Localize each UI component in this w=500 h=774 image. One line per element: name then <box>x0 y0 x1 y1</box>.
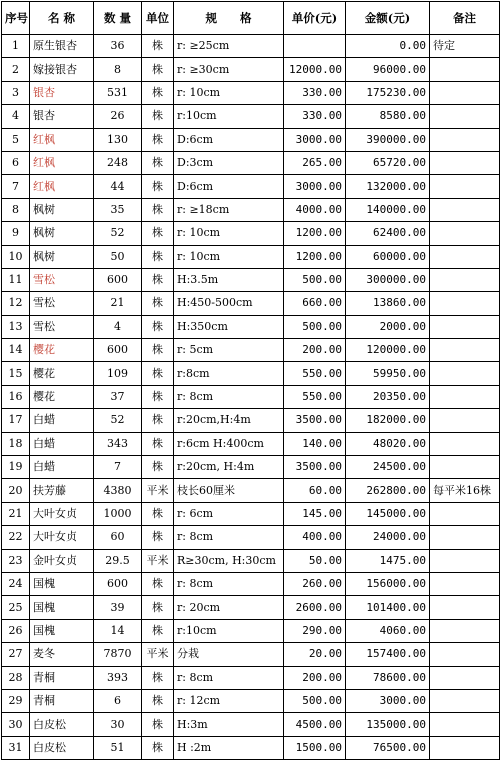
table-row <box>2 619 500 642</box>
cell-amount: 8580.00 <box>346 105 430 128</box>
cell-amount: 157400.00 <box>346 643 430 666</box>
cell-note <box>430 409 500 432</box>
cell-amount: 140000.00 <box>346 198 430 221</box>
cell-name: 白蜡 <box>30 432 94 455</box>
header-row <box>2 2 500 35</box>
cell-spec: r:10cm <box>174 105 284 128</box>
cell-price: 145.00 <box>284 502 346 525</box>
cell-spec: D:6cm <box>174 175 284 198</box>
cell-price: 3500.00 <box>284 409 346 432</box>
table-row <box>2 526 500 549</box>
cell-unit: 平米 <box>142 479 174 502</box>
cell-unit: 株 <box>142 292 174 315</box>
cell-price: 3500.00 <box>284 456 346 479</box>
cell-no: 3 <box>2 81 30 104</box>
cell-spec: r:6cm H:400cm <box>174 432 284 455</box>
header-spec: 规 格 <box>174 2 284 35</box>
cell-unit: 株 <box>142 736 174 759</box>
cell-qty: 8 <box>94 58 142 81</box>
table-row <box>2 175 500 198</box>
cell-price: 260.00 <box>284 572 346 595</box>
cell-name: 枫树 <box>30 245 94 268</box>
cell-price: 660.00 <box>284 292 346 315</box>
cell-qty: 6 <box>94 689 142 712</box>
cell-spec: r: 20cm <box>174 596 284 619</box>
table-row <box>2 666 500 689</box>
cell-no: 5 <box>2 128 30 151</box>
cell-no: 17 <box>2 409 30 432</box>
cell-no: 24 <box>2 572 30 595</box>
cell-note <box>430 268 500 291</box>
table-row <box>2 292 500 315</box>
cell-unit: 平米 <box>142 643 174 666</box>
cell-spec: H:350cm <box>174 315 284 338</box>
cell-no: 9 <box>2 222 30 245</box>
cell-note: 每平米16株 <box>430 479 500 502</box>
header-amount: 金额(元) <box>346 2 430 35</box>
cell-price: 200.00 <box>284 666 346 689</box>
cell-name: 嫁接银杏 <box>30 58 94 81</box>
table-row <box>2 549 500 572</box>
header-unit: 单位 <box>142 2 174 35</box>
cell-qty: 248 <box>94 151 142 174</box>
cell-spec: r:20cm,H:4m <box>174 409 284 432</box>
cell-spec: r: 5cm <box>174 339 284 362</box>
cell-note <box>430 245 500 268</box>
cell-name: 红枫 <box>30 128 94 151</box>
cell-note <box>430 105 500 128</box>
cell-spec: r: ≥25cm <box>174 35 284 58</box>
table-row <box>2 736 500 759</box>
table-row <box>2 35 500 58</box>
cell-note <box>430 456 500 479</box>
cell-note <box>430 222 500 245</box>
cell-amount: 2000.00 <box>346 315 430 338</box>
cell-qty: 52 <box>94 222 142 245</box>
cell-amount: 62400.00 <box>346 222 430 245</box>
cell-unit: 株 <box>142 666 174 689</box>
cell-unit: 株 <box>142 385 174 408</box>
cell-note <box>430 666 500 689</box>
cell-qty: 36 <box>94 35 142 58</box>
cell-spec: r: 6cm <box>174 502 284 525</box>
cell-note <box>430 362 500 385</box>
cell-name: 白皮松 <box>30 713 94 736</box>
cell-qty: 109 <box>94 362 142 385</box>
cell-note <box>430 339 500 362</box>
cell-unit: 株 <box>142 502 174 525</box>
cell-price: 500.00 <box>284 268 346 291</box>
cell-amount: 300000.00 <box>346 268 430 291</box>
cell-name: 大叶女贞 <box>30 526 94 549</box>
cell-name: 白蜡 <box>30 409 94 432</box>
cell-amount: 48020.00 <box>346 432 430 455</box>
cell-amount: 120000.00 <box>346 339 430 362</box>
cell-amount: 20350.00 <box>346 385 430 408</box>
cell-unit: 株 <box>142 175 174 198</box>
cell-amount: 182000.00 <box>346 409 430 432</box>
cell-name: 扶芳藤 <box>30 479 94 502</box>
cell-note <box>430 151 500 174</box>
cell-spec: r: 8cm <box>174 666 284 689</box>
cell-unit: 株 <box>142 689 174 712</box>
cell-note <box>430 619 500 642</box>
cell-amount: 4060.00 <box>346 619 430 642</box>
cell-note <box>430 713 500 736</box>
cell-unit: 株 <box>142 58 174 81</box>
cell-no: 15 <box>2 362 30 385</box>
cell-no: 1 <box>2 35 30 58</box>
cell-no: 14 <box>2 339 30 362</box>
cell-amount: 135000.00 <box>346 713 430 736</box>
cell-qty: 531 <box>94 81 142 104</box>
cell-qty: 393 <box>94 666 142 689</box>
cell-note <box>430 385 500 408</box>
cell-qty: 52 <box>94 409 142 432</box>
cell-note <box>430 643 500 666</box>
cell-no: 20 <box>2 479 30 502</box>
cell-spec: 枝长60厘米 <box>174 479 284 502</box>
cell-qty: 600 <box>94 339 142 362</box>
cell-name: 枫树 <box>30 222 94 245</box>
cell-qty: 1000 <box>94 502 142 525</box>
cell-amount: 3000.00 <box>346 689 430 712</box>
cell-no: 22 <box>2 526 30 549</box>
cell-qty: 29.5 <box>94 549 142 572</box>
cell-unit: 株 <box>142 81 174 104</box>
cell-spec: D:3cm <box>174 151 284 174</box>
cell-qty: 39 <box>94 596 142 619</box>
cell-spec: H:450-500cm <box>174 292 284 315</box>
cell-amount: 13860.00 <box>346 292 430 315</box>
cell-name: 雪松 <box>30 315 94 338</box>
cell-no: 16 <box>2 385 30 408</box>
cell-qty: 130 <box>94 128 142 151</box>
cell-unit: 株 <box>142 128 174 151</box>
cell-amount: 145000.00 <box>346 502 430 525</box>
cell-spec: r:8cm <box>174 362 284 385</box>
table-row <box>2 81 500 104</box>
cell-note <box>430 81 500 104</box>
cell-price: 1200.00 <box>284 245 346 268</box>
cell-note <box>430 292 500 315</box>
table-row <box>2 128 500 151</box>
table-row <box>2 339 500 362</box>
table-body <box>2 35 500 760</box>
cell-qty: 60 <box>94 526 142 549</box>
table-row <box>2 245 500 268</box>
cell-no: 29 <box>2 689 30 712</box>
table-row <box>2 151 500 174</box>
cell-price: 400.00 <box>284 526 346 549</box>
cell-no: 2 <box>2 58 30 81</box>
cell-spec: r: 12cm <box>174 689 284 712</box>
cell-qty: 30 <box>94 713 142 736</box>
cell-name: 原生银杏 <box>30 35 94 58</box>
cell-name: 国槐 <box>30 596 94 619</box>
cell-note <box>430 502 500 525</box>
table-row <box>2 689 500 712</box>
cell-no: 4 <box>2 105 30 128</box>
cell-unit: 株 <box>142 713 174 736</box>
cell-unit: 株 <box>142 315 174 338</box>
cell-note <box>430 432 500 455</box>
table-row <box>2 198 500 221</box>
cell-note <box>430 526 500 549</box>
cell-price: 500.00 <box>284 689 346 712</box>
cell-unit: 株 <box>142 432 174 455</box>
table-row <box>2 222 500 245</box>
cell-qty: 14 <box>94 619 142 642</box>
cell-unit: 株 <box>142 362 174 385</box>
header-qty: 数 量 <box>94 2 142 35</box>
cell-amount: 390000.00 <box>346 128 430 151</box>
cell-amount: 24000.00 <box>346 526 430 549</box>
price-table <box>1 1 500 760</box>
table-row <box>2 105 500 128</box>
cell-spec: r: 10cm <box>174 81 284 104</box>
cell-note <box>430 175 500 198</box>
table-row <box>2 315 500 338</box>
cell-price: 3000.00 <box>284 175 346 198</box>
cell-spec: H:3m <box>174 713 284 736</box>
cell-spec: H:3.5m <box>174 268 284 291</box>
cell-spec: r: 8cm <box>174 385 284 408</box>
cell-qty: 26 <box>94 105 142 128</box>
table-row <box>2 432 500 455</box>
cell-no: 6 <box>2 151 30 174</box>
cell-qty: 7 <box>94 456 142 479</box>
cell-amount: 132000.00 <box>346 175 430 198</box>
cell-unit: 株 <box>142 268 174 291</box>
cell-unit: 株 <box>142 572 174 595</box>
cell-amount: 78600.00 <box>346 666 430 689</box>
table-row <box>2 58 500 81</box>
cell-note <box>430 689 500 712</box>
cell-no: 28 <box>2 666 30 689</box>
cell-qty: 4 <box>94 315 142 338</box>
cell-no: 31 <box>2 736 30 759</box>
header-note: 备注 <box>430 2 500 35</box>
cell-amount: 101400.00 <box>346 596 430 619</box>
cell-spec: r: ≥18cm <box>174 198 284 221</box>
cell-spec: R≥30cm, H:30cm <box>174 549 284 572</box>
cell-no: 18 <box>2 432 30 455</box>
cell-spec: r:20cm, H:4m <box>174 456 284 479</box>
cell-amount: 96000.00 <box>346 58 430 81</box>
cell-price: 60.00 <box>284 479 346 502</box>
cell-spec: r: 8cm <box>174 526 284 549</box>
cell-price: 50.00 <box>284 549 346 572</box>
cell-qty: 37 <box>94 385 142 408</box>
cell-unit: 株 <box>142 526 174 549</box>
table-row <box>2 643 500 666</box>
cell-amount: 0.00 <box>346 35 430 58</box>
cell-amount: 59950.00 <box>346 362 430 385</box>
cell-price: 265.00 <box>284 151 346 174</box>
cell-price: 290.00 <box>284 619 346 642</box>
cell-no: 21 <box>2 502 30 525</box>
table-row <box>2 268 500 291</box>
cell-price: 20.00 <box>284 643 346 666</box>
cell-name: 银杏 <box>30 81 94 104</box>
cell-price: 2600.00 <box>284 596 346 619</box>
cell-note: 待定 <box>430 35 500 58</box>
cell-amount: 156000.00 <box>346 572 430 595</box>
cell-name: 麦冬 <box>30 643 94 666</box>
cell-unit: 株 <box>142 105 174 128</box>
cell-name: 红枫 <box>30 151 94 174</box>
cell-name: 樱花 <box>30 362 94 385</box>
cell-price: 3000.00 <box>284 128 346 151</box>
cell-price <box>284 35 346 58</box>
cell-amount: 262800.00 <box>346 479 430 502</box>
cell-note <box>430 198 500 221</box>
cell-price: 4000.00 <box>284 198 346 221</box>
cell-qty: 44 <box>94 175 142 198</box>
cell-unit: 株 <box>142 409 174 432</box>
cell-price: 1500.00 <box>284 736 346 759</box>
cell-name: 国槐 <box>30 572 94 595</box>
cell-price: 1200.00 <box>284 222 346 245</box>
cell-spec: r: 8cm <box>174 572 284 595</box>
cell-price: 12000.00 <box>284 58 346 81</box>
cell-spec: 分栽 <box>174 643 284 666</box>
cell-name: 红枫 <box>30 175 94 198</box>
cell-name: 樱花 <box>30 339 94 362</box>
cell-no: 27 <box>2 643 30 666</box>
cell-unit: 株 <box>142 339 174 362</box>
cell-note <box>430 596 500 619</box>
cell-no: 10 <box>2 245 30 268</box>
cell-no: 25 <box>2 596 30 619</box>
table-row <box>2 409 500 432</box>
cell-no: 7 <box>2 175 30 198</box>
cell-amount: 65720.00 <box>346 151 430 174</box>
cell-price: 4500.00 <box>284 713 346 736</box>
cell-no: 11 <box>2 268 30 291</box>
cell-unit: 株 <box>142 596 174 619</box>
cell-name: 青桐 <box>30 666 94 689</box>
cell-qty: 600 <box>94 572 142 595</box>
cell-amount: 76500.00 <box>346 736 430 759</box>
cell-name: 雪松 <box>30 268 94 291</box>
cell-no: 30 <box>2 713 30 736</box>
cell-amount: 60000.00 <box>346 245 430 268</box>
cell-spec: r: 10cm <box>174 245 284 268</box>
cell-spec: H :2m <box>174 736 284 759</box>
cell-name: 银杏 <box>30 105 94 128</box>
cell-unit: 株 <box>142 456 174 479</box>
cell-note <box>430 549 500 572</box>
header-no: 序号 <box>2 2 30 35</box>
cell-spec: r:10cm <box>174 619 284 642</box>
cell-name: 樱花 <box>30 385 94 408</box>
cell-name: 青桐 <box>30 689 94 712</box>
cell-price: 550.00 <box>284 385 346 408</box>
cell-unit: 株 <box>142 35 174 58</box>
cell-no: 23 <box>2 549 30 572</box>
cell-name: 雪松 <box>30 292 94 315</box>
cell-unit: 平米 <box>142 549 174 572</box>
header-name: 名 称 <box>30 2 94 35</box>
cell-note <box>430 315 500 338</box>
cell-qty: 35 <box>94 198 142 221</box>
cell-qty: 4380 <box>94 479 142 502</box>
table-row <box>2 596 500 619</box>
cell-spec: D:6cm <box>174 128 284 151</box>
cell-note <box>430 572 500 595</box>
cell-amount: 24500.00 <box>346 456 430 479</box>
cell-name: 枫树 <box>30 198 94 221</box>
table-row <box>2 362 500 385</box>
cell-price: 550.00 <box>284 362 346 385</box>
cell-qty: 51 <box>94 736 142 759</box>
table-row <box>2 385 500 408</box>
cell-unit: 株 <box>142 222 174 245</box>
cell-name: 白皮松 <box>30 736 94 759</box>
cell-qty: 600 <box>94 268 142 291</box>
cell-no: 19 <box>2 456 30 479</box>
cell-unit: 株 <box>142 198 174 221</box>
cell-price: 330.00 <box>284 81 346 104</box>
cell-note <box>430 58 500 81</box>
cell-price: 200.00 <box>284 339 346 362</box>
cell-qty: 50 <box>94 245 142 268</box>
cell-no: 13 <box>2 315 30 338</box>
cell-price: 140.00 <box>284 432 346 455</box>
cell-amount: 1475.00 <box>346 549 430 572</box>
table-row <box>2 502 500 525</box>
cell-name: 国槐 <box>30 619 94 642</box>
cell-no: 12 <box>2 292 30 315</box>
cell-qty: 343 <box>94 432 142 455</box>
table-row <box>2 456 500 479</box>
cell-no: 8 <box>2 198 30 221</box>
cell-name: 大叶女贞 <box>30 502 94 525</box>
table-row <box>2 713 500 736</box>
cell-amount: 175230.00 <box>346 81 430 104</box>
cell-note <box>430 128 500 151</box>
cell-qty: 21 <box>94 292 142 315</box>
cell-name: 白蜡 <box>30 456 94 479</box>
cell-price: 330.00 <box>284 105 346 128</box>
table-row <box>2 479 500 502</box>
cell-spec: r: 10cm <box>174 222 284 245</box>
cell-price: 500.00 <box>284 315 346 338</box>
cell-note <box>430 736 500 759</box>
cell-no: 26 <box>2 619 30 642</box>
cell-unit: 株 <box>142 151 174 174</box>
header-price: 单价(元) <box>284 2 346 35</box>
cell-unit: 株 <box>142 245 174 268</box>
cell-spec: r: ≥30cm <box>174 58 284 81</box>
table-row <box>2 572 500 595</box>
cell-qty: 7870 <box>94 643 142 666</box>
cell-name: 金叶女贞 <box>30 549 94 572</box>
cell-unit: 株 <box>142 619 174 642</box>
